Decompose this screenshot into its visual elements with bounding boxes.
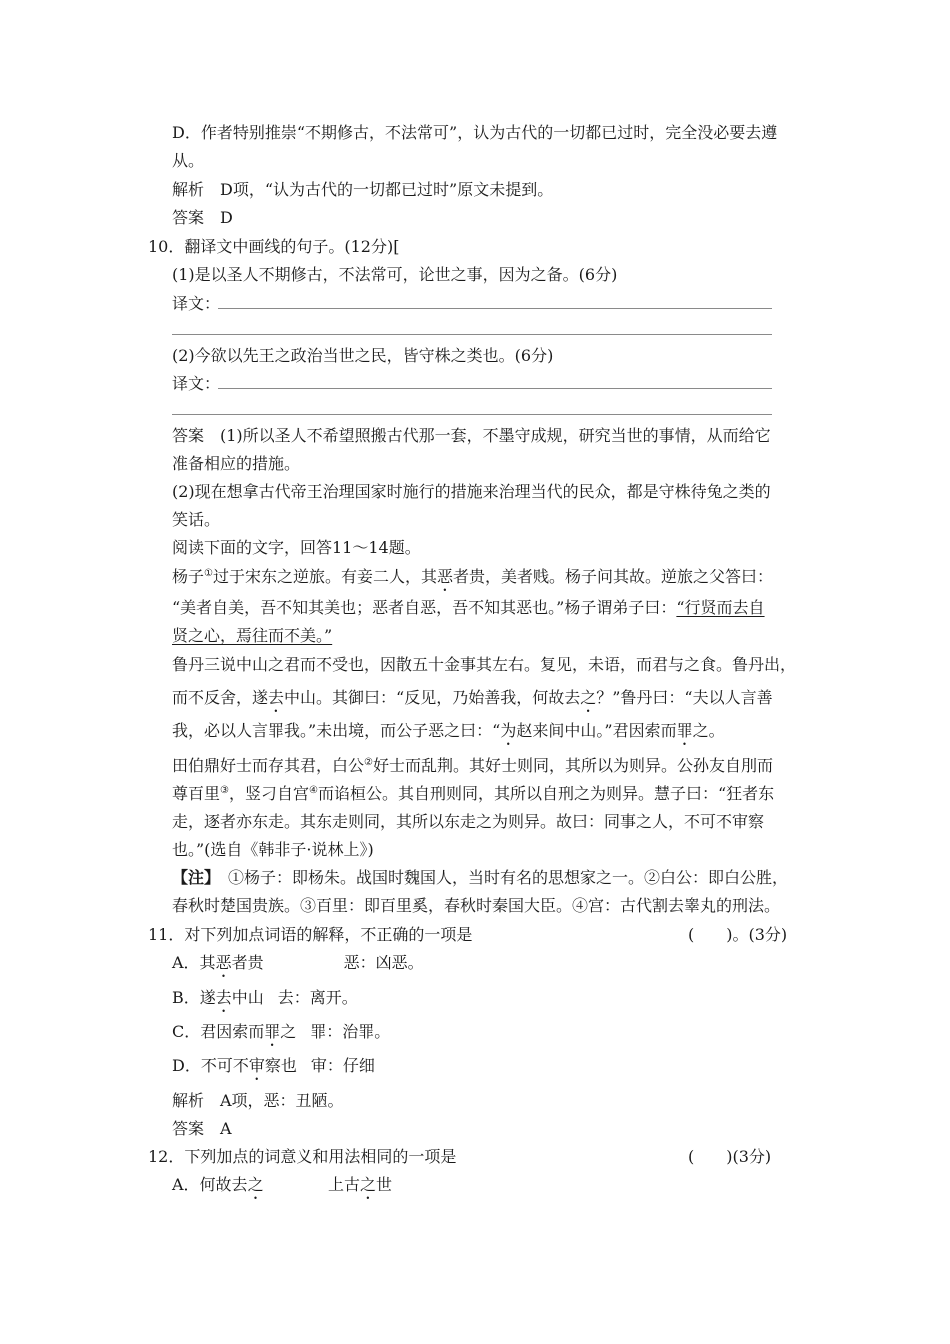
q10-answer-1a: 答案 (1)所以圣人不希望照搬古代那一套，不墨守成规，研究当世的事情，从而给它 [172,426,771,445]
q12-option-a-pair [328,1175,392,1203]
text-run: 上古 [328,1175,361,1194]
text-run: ？”鲁丹曰：“夫以人言善 [596,688,773,707]
q9-option-d-line2: 从。 [172,151,205,170]
q11-option-a[interactable] [172,953,424,981]
dotted-word: 为 [500,721,517,740]
q12-answer-bracket[interactable]: ( )(3分) [688,1147,772,1166]
q10-answer-2b: 笑话。 [172,510,221,529]
text-run: 田伯鼎好士而存其君，白公 [172,756,365,775]
passage-line-2 [172,598,765,618]
text-run: 察也 [264,1056,297,1075]
text-run: “美者自美，吾不知其美也；恶者自恶，吾不知其恶也。”杨子谓弟子曰： [172,598,677,617]
q10-sentence-2: (2)今欲以先王之政治当世之民，皆守株之类也。(6分) [172,346,554,365]
text-run: ，竖刁自宫 [228,784,309,803]
text-run: 者贵，美者贱。杨子问其故。逆旅之父答曰： [453,567,774,586]
underlined-sentence: 贤之心，焉往而不美。” [172,626,333,645]
text-run: A．何故去 [172,1175,248,1194]
gloss: 去：离开。 [277,988,358,1007]
q11-analysis: 解析 A项，恶：丑陋。 [172,1091,344,1110]
text-run: 之。 [692,721,725,740]
text-run: ①杨子：即杨朱。战国时魏国人，当时有名的思想家之一。②白公：即白公胜， [228,868,789,887]
underlined-sentence: “行贤而去自 [676,598,765,617]
text-run: 赵来间中山。”君因索而 [516,721,677,740]
text-run: D．不可不 [172,1056,249,1075]
q11-title: 11．对下列加点词语的解释，不正确的一项是 [148,925,473,944]
text-run: 世 [376,1175,393,1194]
passage-line-4: 鲁丹三说中山之君而不受也，因散五十金事其左右。复见，未语，而君与之食。鲁丹出， [172,655,797,674]
q10-answer-blank-2b[interactable] [172,414,772,415]
q10-answer-1b: 准备相应的措施。 [172,454,301,473]
q10-answer-blank-1a[interactable] [218,308,772,309]
q10-answer-2a: (2)现在想拿古代帝王治理国家时施行的措施来治理当代的民众，都是守株待兔之类的 [172,482,771,501]
text-run: 而不反舍，遂 [172,688,269,707]
gloss: 恶：凶恶。 [343,953,424,972]
q11-option-b[interactable] [172,988,358,1016]
notes-label: 【注】 [172,868,221,887]
notes-line-1 [172,868,788,888]
dotted-word: 罪 [676,721,693,740]
dotted-word: 去 [215,988,232,1007]
q10-answer-blank-2a[interactable] [218,388,772,389]
dotted-word: 恶 [215,953,232,972]
q10-translation-label-2: 译文： [172,374,221,393]
q10-answer-blank-1b[interactable] [172,334,772,335]
dotted-word: 之 [247,1175,264,1194]
passage-line-3 [172,626,332,646]
notes-line-2: 春秋时楚国贵族。③百里：即百里奚，春秋时秦国大臣。④宫：古代割去睾丸的刑法。 [172,896,781,915]
footnote-marker: ② [364,757,373,768]
q11-answer-bracket[interactable]: ( )。(3分) [688,925,788,944]
dotted-word: 之 [580,688,597,707]
text-run: 之 [280,1022,297,1041]
text-run: 中山 [231,988,264,1007]
text-run: 者贵 [231,953,264,972]
text-run: B．遂 [172,988,216,1007]
q10-title: 10．翻译文中画线的句子。(12分)[ [148,237,400,256]
q12-option-a[interactable] [172,1175,264,1203]
q9-option-d-line1: D．作者特别推崇“不期修古，不法常可”，认为古代的一切都已过时，完全没必要去遵 [172,123,778,142]
gloss: 审：仔细 [310,1056,375,1075]
text-run: 我，必以人言罪我。”未出境，而公子恶之曰：“ [172,721,501,740]
text-run: C．君因索而 [172,1022,265,1041]
passage-line-6 [172,721,725,749]
footnote-marker: ③ [220,785,229,796]
text-run: 好士而乱荆。其好士则同，其所以为则异。公孙友自刖而 [372,756,773,775]
passage-line-8 [172,784,774,804]
q11-answer: 答案 A [172,1119,232,1138]
dotted-word: 恶 [437,567,454,586]
passage-line-10: 也。”(选自《韩非子·说林上》) [172,840,374,859]
dotted-word: 去 [268,688,285,707]
passage-intro: 阅读下面的文字，回答11～14题。 [172,538,421,557]
text-run: 而谄桓公。其自刑则同，其所以自刑之为则异。慧子曰：“狂者东 [317,784,775,803]
passage-line-7 [172,756,773,776]
text-run: 尊百里 [172,784,221,803]
passage-line-9: 走，逐者亦东走。其东走则同，其所以东走之为则异。故曰：同事之人，不可不审察 [172,812,765,831]
text-run: 过于宋东之逆旅。有妾二人，其 [212,567,437,586]
text-run: A．其 [172,953,216,972]
text-run: 杨子 [172,567,205,586]
passage-line-5 [172,688,773,716]
q11-option-d[interactable] [172,1056,375,1084]
dotted-word: 罪 [264,1022,281,1041]
text-run: 中山。其御曰：“反见，乃始善我，何故去 [284,688,581,707]
q12-title: 12．下列加点的词意义和用法相同的一项是 [148,1147,457,1166]
footnote-marker: ④ [309,785,318,796]
q9-analysis: 解析 D项，“认为古代的一切都已过时”原文未提到。 [172,180,554,199]
gloss: 罪：治罪。 [310,1022,391,1041]
passage-line-1 [172,567,773,595]
q11-option-c[interactable] [172,1022,390,1050]
q10-sentence-1: (1)是以圣人不期修古，不法常可，论世之事，因为之备。(6分) [172,265,618,284]
dotted-word: 之 [360,1175,377,1194]
footnote-marker: ① [204,568,213,579]
q9-answer: 答案 D [172,208,233,227]
q10-translation-label-1: 译文： [172,294,221,313]
dotted-word: 审 [248,1056,265,1075]
